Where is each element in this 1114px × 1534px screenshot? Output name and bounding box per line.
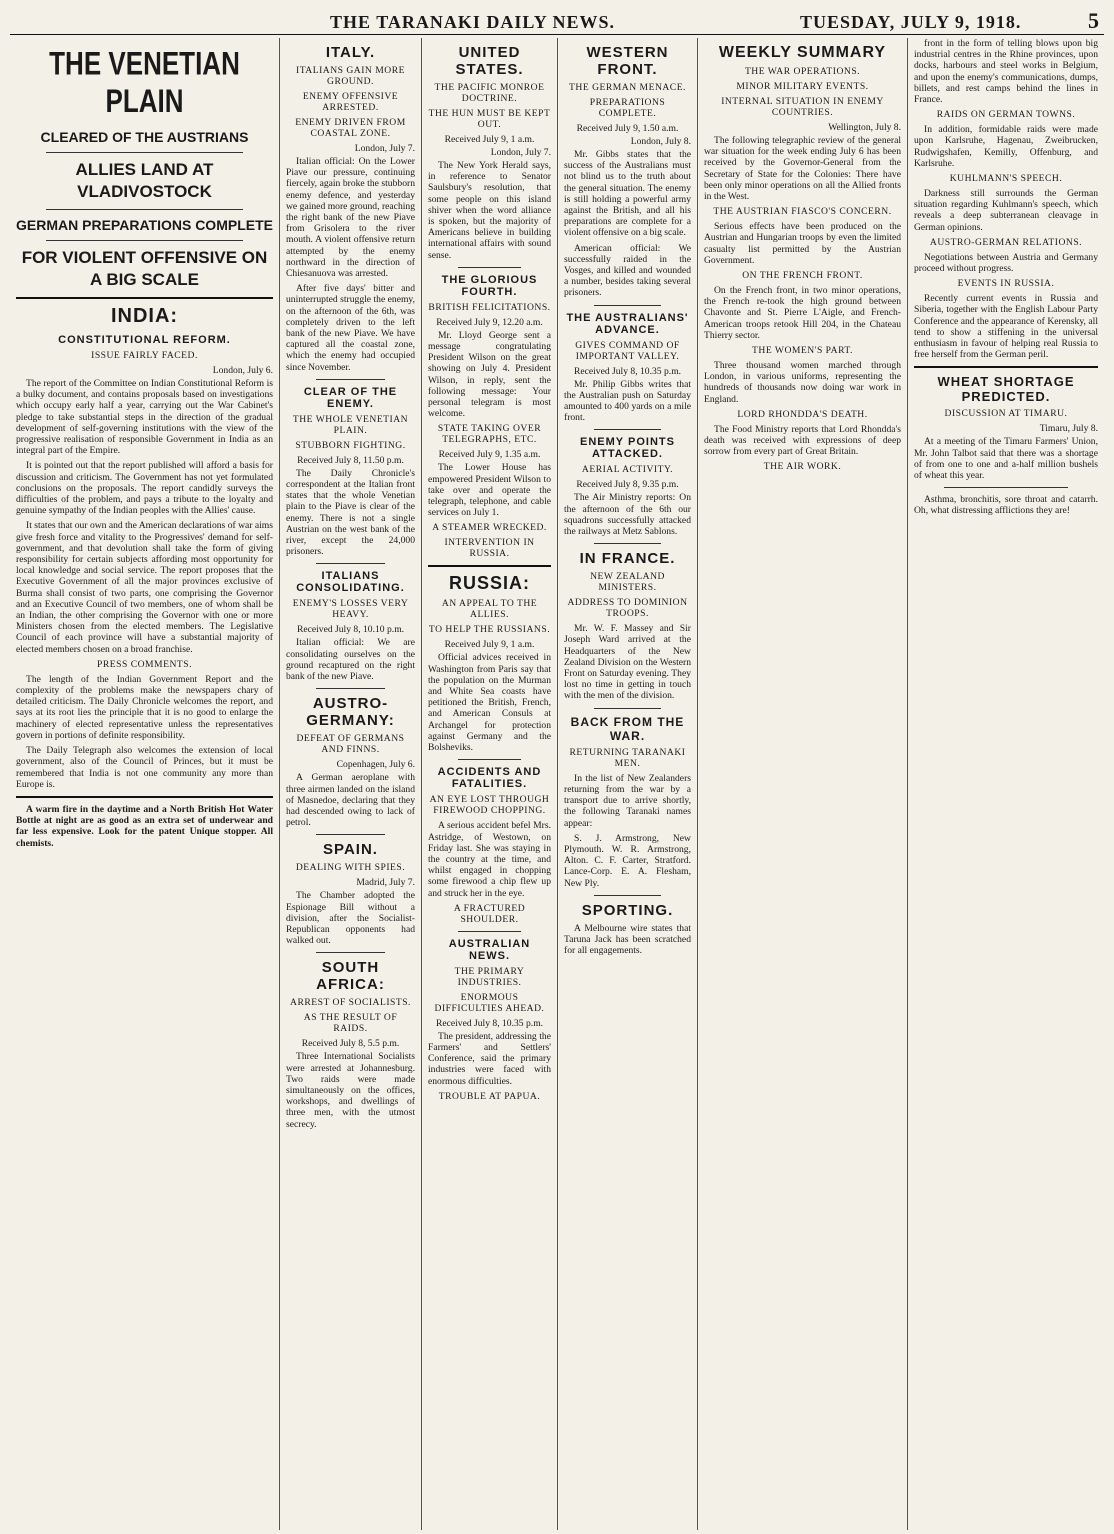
divider	[16, 297, 273, 299]
advertisement: Asthma, bronchitis, sore throat and catarrh. Oh, what distressing afflictions they are!	[914, 494, 1098, 517]
column-2	[280, 38, 422, 1530]
divider	[914, 366, 1098, 368]
divider	[594, 543, 661, 544]
subhead: MINOR MILITARY EVENTS.	[736, 81, 869, 92]
section-australians-advance: THE AUSTRALIANS' ADVANCE.	[566, 311, 689, 336]
received-line: Received July 8, 10.35 p.m.	[573, 365, 682, 377]
section-united-states: UNITED STATES.	[455, 44, 524, 78]
article-paragraph: American official: We successfully raided in the Vosges, and killed and wounded a number, besides taking several prisoners.	[564, 242, 691, 299]
subhead: THE HUN MUST BE KEPT OUT.	[428, 108, 551, 130]
subhead: THE WHOLE VENETIAN PLAIN.	[292, 413, 409, 436]
section-austro-germany: AUSTRO-GERMANY:	[306, 695, 395, 730]
divider	[458, 931, 521, 932]
section-in-france: IN FRANCE.	[579, 550, 676, 568]
subhead: THE WAR OPERATIONS.	[744, 66, 861, 77]
article-paragraph: Darkness still surrounds the German situation regarding Kuhlmann's speech, which reveals a deep subterranean cleavage in German opinions.	[914, 188, 1098, 233]
subhead: A FRACTURED SHOULDER.	[453, 902, 526, 925]
received-line: Received July 9, 12.20 a.m.	[436, 316, 543, 328]
article-paragraph: Mr. Lloyd George sent a message congratulating President Wilson on the great showing on July 4. President Wilson, in reply, sent the following message: Your personal telegram is most welcome.	[428, 329, 551, 420]
article-paragraph: It is pointed out that the report published will afford a basis for discussion and criticism. The Government has not yet formulated conclusions on the proposals. The report candidly surveys the difficulties of the problem, and pays a tribute to the loyalty and genuine sympathy of the Indian peoples with the Allies' cause.	[16, 460, 273, 517]
article-paragraph: The Daily Chronicle's correspondent at the Italian front states that the whole Venetian plain to the Piave is clear of the enemy. There is not a single Austrian on the west bank of the river, except the 24,000 prisoners.	[286, 467, 415, 558]
column-3	[422, 38, 558, 1530]
page-number: 5	[1088, 8, 1100, 33]
article-paragraph: Mr. Gibbs states that the success of the Australians must not blind us to the truth about the general situation. The enemy is still holding a powerful army against the British, and all his preparations are complete for a violent offensive on a big scale.	[564, 149, 691, 239]
subhead: NEW ZEALAND MINISTERS.	[590, 571, 665, 594]
subhead: TO HELP THE RUSSIANS.	[428, 624, 551, 636]
article-paragraph: The report of the Committee on Indian Constitutional Reform is a bulky document, and contains proposals based on investigations which occupy early half a year, carrying out the War Cabinet's pledge to take substantial steps in the direction of the gradual development of self-governing institutions with the view of the progressive realisation of responsible Government in India as an integral part of the Empire.	[16, 378, 273, 457]
article-paragraph: The Chamber adopted the Espionage Bill without a division, after the Socialist-Republican opponents had walked out.	[286, 890, 415, 947]
received-line: Received July 8, 9.35 p.m.	[576, 479, 679, 491]
article-paragraph: The following telegraphic review of the general war situation for the week ending July 6 has been received by the Governor-General from the Secretary of State for the Colonies: There have been only minor operations on all the Allied fronts in the West.	[704, 135, 901, 203]
columns	[10, 38, 1104, 1530]
subhead: A STEAMER WRECKED.	[432, 522, 547, 534]
divider	[16, 796, 273, 798]
divider	[316, 834, 385, 835]
subhead: STUBBORN FIGHTING.	[295, 439, 406, 451]
divider	[458, 759, 521, 760]
divider	[316, 379, 385, 380]
article-paragraph: The length of the Indian Government Report and the complexity of the problems make the newspapers chary of detailed criticism. The Daily Chronicle welcomes the report, and says at its root lies the principle that it is no good to enlarge the machinery of elected representative unless the representatives govern in portions of definite responsibility.	[16, 673, 273, 741]
subhead: ENEMY OFFENSIVE ARRESTED.	[302, 91, 399, 113]
subhead: STATE TAKING OVER TELEGRAPHS, ETC.	[437, 423, 542, 446]
subhead: THE PRIMARY INDUSTRIES.	[454, 965, 525, 988]
article-paragraph: The Daily Telegraph also welcomes the extension of local government, also of the Council of Princes, but it must be remembered that India is not one community any more than Europe is.	[16, 745, 273, 790]
section-weekly-summary: WEEKLY SUMMARY	[718, 44, 887, 61]
article-paragraph: Recently current events in Russia and Siberia, together with the English Labour Party Conference and the appearance of Kerensky, all tend to show a stiffening in the universal enthusiasm in favour of helping real Russia to free herself from the German peril.	[914, 293, 1098, 361]
subhead: KUHLMANN'S SPEECH.	[949, 173, 1063, 185]
section-enemy-points: ENEMY POINTS ATTACKED.	[580, 436, 675, 461]
subhead: AERIAL ACTIVITY.	[581, 464, 674, 476]
issue-date: TUESDAY, JULY 9, 1918.	[800, 12, 1022, 32]
dateline: London, July 8.	[630, 136, 691, 147]
india-subhead-2: ISSUE FAIRLY FACED.	[91, 350, 198, 361]
divider	[594, 429, 661, 430]
article-paragraph: The Lower House has empowered President Wilson to take over and operate the telegraph, telephone, and cable services on July 1.	[428, 462, 551, 519]
divider	[458, 267, 521, 268]
dateline: Wellington, July 8.	[828, 122, 901, 133]
subhead: LORD RHONDDA'S DEATH.	[737, 408, 868, 420]
divider	[316, 952, 385, 953]
column-4	[558, 38, 698, 1530]
article-paragraph: The president, addressing the Farmers' and Settlers' Conference, said the primary industries were faced with enormous difficulties.	[428, 1030, 551, 1087]
column-1	[10, 38, 280, 1530]
dateline: Madrid, July 7.	[356, 877, 415, 889]
subhead: DEFEAT OF GERMANS AND FINNS.	[296, 733, 405, 756]
subhead: ON THE FRENCH FRONT.	[742, 270, 863, 282]
column-5	[698, 38, 908, 1530]
names-list: S. J. Armstrong, New Plymouth. W. R. Armstrong, Alton. C. F. Carter, Stratford. Lance-Corp. E. A. Flesham, New Ply.	[564, 832, 691, 889]
article-paragraph: The New York Herald says, in reference to Senator Saulsbury's resolution, that some people on this island shiver when the word alliance is spoken, but the majority of Americans believe in building international affairs with sound sense.	[428, 160, 551, 261]
divider	[594, 305, 661, 306]
subhead: THE AIR WORK.	[763, 461, 842, 473]
subhead: AUSTRO-GERMAN RELATIONS.	[929, 236, 1083, 248]
received-line: Received July 9, 1 a.m.	[444, 639, 535, 651]
subhead: BRITISH FELICITATIONS.	[428, 301, 551, 313]
subhead: AN APPEAL TO THE ALLIES.	[441, 598, 538, 621]
subhead: GIVES COMMAND OF IMPORTANT VALLEY.	[575, 339, 680, 362]
headline-venetian-plain: THE VENETIAN PLAIN	[49, 44, 240, 120]
received-line: Received July 9, 1.35 a.m.	[438, 449, 541, 461]
section-spain: SPAIN.	[323, 841, 378, 859]
section-accidents: ACCIDENTS AND FATALITIES.	[437, 766, 542, 791]
subhead: INTERNAL SITUATION IN ENEMY COUNTRIES.	[721, 96, 884, 118]
section-south-africa: SOUTH AFRICA:	[316, 959, 385, 994]
india-subhead: CONSTITUTIONAL REFORM.	[58, 334, 231, 346]
article-paragraph: Negotiations between Austria and Germany proceed without progress.	[914, 251, 1098, 275]
section-russia: RUSSIA:	[448, 573, 530, 594]
subhead: THE WOMEN'S PART.	[752, 345, 853, 357]
article-paragraph: It states that our own and the American declarations of war aims give fresh force and vitality to the Progressives' demand for self-government, and that devolution shall take the form of giving responsibility for certain subjects affording most opportunity for local knowledge and social service. The report proposes that the Executive Government of all the major provinces exclusive of Burma shall consist of two parts, one comprising the Governor and an Executive Council of two members, one of whom shall be an Indian, the other comprising the Governor with one or more Ministers chosen from the elected members. The Legislative Council of each province will have a substantial majority of elected members chosen on a broad franchise.	[16, 520, 273, 655]
section-india: INDIA:	[110, 305, 179, 327]
subhead: ITALIANS GAIN MORE GROUND.	[296, 65, 405, 87]
subhead: INTERVENTION IN RUSSIA.	[444, 537, 535, 560]
received-line: Received July 8, 11.50 p.m.	[297, 454, 404, 466]
subhead: THE GERMAN MENACE.	[569, 82, 686, 93]
section-back-from-war: BACK FROM THE WAR.	[570, 714, 685, 743]
newspaper-title: THE TARANAKI DAILY NEWS.	[330, 12, 616, 32]
article-paragraph: A serious accident befel Mrs. Astridge, of Westown, on Friday last. She was staying in the country at the time, and whilst engaged in chopping some firewood a chip flew up and struck her in the eye.	[428, 820, 551, 899]
subhead: ENEMY'S LOSSES VERY HEAVY.	[292, 598, 409, 621]
subhead: PREPARATIONS COMPLETE.	[589, 97, 666, 119]
article-paragraph: On the French front, in two minor operations, the French re-took the high ground between Chavonte and St. Pierre L'Aigle, and French-American troops retook Hill 204, in the Chateau Thierry sector.	[704, 285, 901, 341]
received-line: Received July 8, 10.10 p.m.	[296, 624, 405, 636]
subhead: TROUBLE AT PAPUA.	[438, 1090, 541, 1102]
headline-german-preparations: GERMAN PREPARATIONS COMPLETE	[16, 217, 273, 233]
divider	[944, 487, 1068, 488]
section-sporting: SPORTING.	[581, 901, 674, 919]
dateline: London, July 7.	[490, 147, 551, 158]
subhead: DISCUSSION AT TIMARU.	[944, 408, 1068, 420]
article-paragraph: Mr. W. F. Massey and Sir Joseph Ward arrived at the Headquarters of the New Zealand Division on the Western Front on Saturday evening. They lost no time in getting in touch with the men of the division.	[564, 623, 691, 702]
section-western-front: WESTERN FRONT.	[586, 44, 669, 78]
article-paragraph: In addition, formidable raids were made upon Karlsruhe, Hagenau, Zweibrucken, Rudwigshafen, Kemilly, Offenburg, and Karlsruhe.	[914, 124, 1098, 169]
divider	[428, 565, 551, 567]
article-paragraph: After five days' bitter and uninterrupted struggle the enemy, on the afternoon of the 6th, was completely driven to the left bank of the new Piave. We have captured all the coastal zone, which the enemy had occupied since November.	[286, 283, 415, 373]
dateline: Copenhagen, July 6.	[336, 759, 415, 771]
divider	[316, 688, 385, 689]
press-comments-heading: PRESS COMMENTS.	[97, 658, 192, 670]
subhead: ENORMOUS DIFFICULTIES AHEAD.	[434, 991, 545, 1014]
divider	[46, 240, 243, 241]
section-italians-consolidating: ITALIANS CONSOLIDATING.	[296, 570, 405, 595]
subhead: DEALING WITH SPIES.	[295, 862, 406, 874]
divider	[46, 209, 243, 210]
article-paragraph: Italian official: On the Lower Piave our pressure, continuing fiercely, again broke the stubborn enemy defence, and yesterday we gained more ground, reaching the right bank of the new Piave from Grisolera to the river mouth. A violent offensive return attempted by the enemy northward in the direction of Chiesanuova was arrested.	[286, 156, 415, 280]
headline-vladivostock: ALLIES LAND AT VLADIVOSTOCK	[75, 160, 214, 201]
dateline: London, July 7.	[354, 143, 415, 154]
subhead: ARREST OF SOCIALISTS.	[290, 997, 411, 1009]
section-wheat-shortage: WHEAT SHORTAGE PREDICTED.	[937, 374, 1075, 405]
received-line: Received July 8, 5.5 p.m.	[301, 1038, 400, 1050]
article-paragraph: Mr. Philip Gibbs writes that the Australian push on Saturday amounted to 400 yards on a mile front.	[564, 378, 691, 424]
section-glorious-fourth: THE GLORIOUS FOURTH.	[441, 273, 538, 298]
received-line: Received July 9, 1 a.m.	[444, 134, 535, 145]
subhead: EVENTS IN RUSSIA.	[957, 278, 1055, 290]
section-italy: ITALY.	[325, 44, 376, 61]
article-paragraph: The Air Ministry reports: On the afternoon of the 6th our squadrons successfully attacked the railways at Metz Sablons.	[564, 492, 691, 538]
dateline: London, July 6.	[212, 365, 273, 376]
dateline: Timaru, July 8.	[1039, 423, 1098, 435]
subhead: ENEMY DRIVEN FROM COASTAL ZONE.	[295, 117, 406, 139]
subhead: RETURNING TARANAKI MEN.	[569, 746, 686, 769]
divider	[46, 152, 243, 153]
subhead: AS THE RESULT OF RAIDS.	[303, 1012, 398, 1035]
article-paragraph: Serious effects have been produced on the Austrian and Hungarian troops by even the limited casualty list permitted by the Austrian Government.	[704, 221, 901, 266]
section-australian-news: AUSTRALIAN NEWS.	[448, 937, 531, 962]
article-paragraph: Italian official: We are consolidating ourselves on the ground recaptured on the right bank of the new Piave.	[286, 637, 415, 683]
divider	[594, 708, 661, 709]
article-paragraph: Official advices received in Washington from Paris say that the population on the Murman and White Sea coasts have petitioned the British, French, and American Consuls at Archangel for protection against Germany and the Bolsheviks.	[428, 652, 551, 754]
article-paragraph: front in the form of telling blows upon big industrial centres in the Rhine provinces, upon docks, harbours and steel works in Belgium, and upon the enemy's communications, dumps, billets, and rest camps behind the lines in France.	[914, 38, 1098, 106]
divider	[594, 895, 661, 896]
subhead: THE AUSTRIAN FIASCO'S CONCERN.	[713, 206, 892, 218]
divider	[316, 563, 385, 564]
advertisement: A warm fire in the daytime and a North British Hot Water Bottle at night are as good as an extra set of underwear and far less expensive. Look for the patent Unique stopper. All chemists.	[16, 803, 273, 849]
article-paragraph: Three International Socialists were arrested at Johannesburg. Two raids were made simultaneously on the offices, workshops, and dwellings of three men, with the utmost secrecy.	[286, 1051, 415, 1130]
subhead: AN EYE LOST THROUGH FIREWOOD CHOPPING.	[429, 794, 550, 817]
received-line: Received July 9, 1.50 a.m.	[576, 123, 679, 134]
article-paragraph: In the list of New Zealanders returning from the war by a transport due to arrive shortly, the following Taranaki names appear:	[564, 772, 691, 829]
headline-violent-offensive: FOR VIOLENT OFFENSIVE ON A BIG SCALE	[21, 248, 268, 289]
column-6	[908, 38, 1104, 1530]
subhead: THE PACIFIC MONROE DOCTRINE.	[434, 82, 545, 104]
article-paragraph: A Melbourne wire states that Taruna Jack has been scratched for all engagements.	[564, 922, 691, 957]
subhead: RAIDS ON GERMAN TOWNS.	[936, 109, 1076, 121]
received-line: Received July 8, 10.35 p.m.	[435, 1017, 544, 1029]
article-paragraph: At a meeting of the Timaru Farmers' Union, Mr. John Talbot said that there was a shortage of from one to one and a-half million bushels of wheat this year.	[914, 436, 1098, 482]
subheadline-cleared: CLEARED OF THE AUSTRIANS	[40, 129, 249, 145]
article-paragraph: A German aeroplane with three airmen landed on the island of Masnedoe, declaring that they had descended owing to lack of petrol.	[286, 772, 415, 829]
section-clear-enemy: CLEAR OF THE ENEMY.	[303, 385, 398, 410]
article-paragraph: The Food Ministry reports that Lord Rhondda's death was received with expressions of deep sorrow from every part of Great Britain.	[704, 423, 901, 458]
subhead: ADDRESS TO DOMINION TROOPS.	[567, 597, 688, 620]
masthead	[10, 4, 1104, 35]
article-paragraph: Three thousand women marched through London, in various uniforms, representing the hundreds of thousands now doing war work in England.	[704, 360, 901, 405]
